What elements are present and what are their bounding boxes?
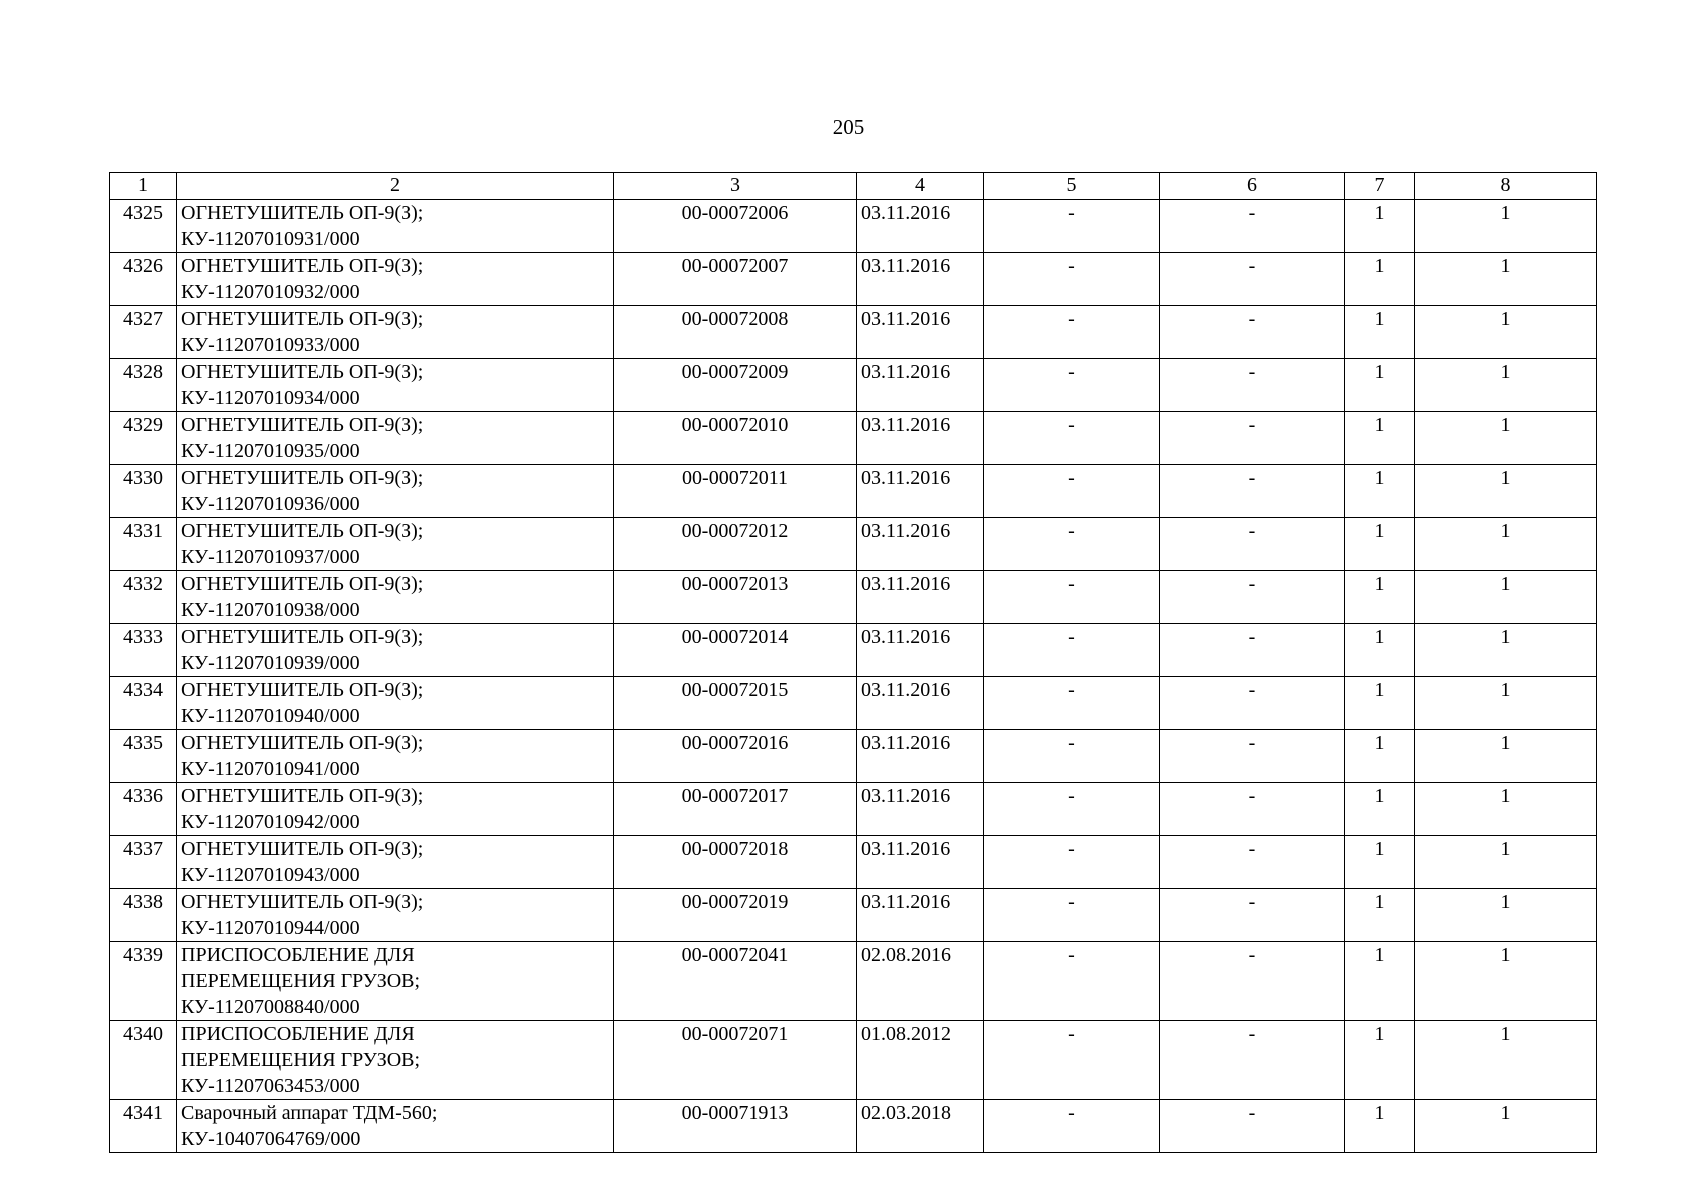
inventory-code-cell: 00-00072019 — [614, 889, 857, 942]
column-6-cell: - — [1160, 465, 1345, 518]
item-name-cell — [177, 783, 614, 836]
item-name-cell — [177, 518, 614, 571]
item-name-cell — [177, 306, 614, 359]
item-name-cell — [177, 730, 614, 783]
column-8-cell: 1 — [1415, 889, 1597, 942]
table-row — [110, 200, 1597, 253]
column-6-cell: - — [1160, 889, 1345, 942]
date-cell: 01.08.2012 — [857, 1021, 984, 1100]
item-name-cell — [177, 1021, 614, 1100]
item-name-line: ПЕРЕМЕЩЕНИЯ ГРУЗОВ; — [181, 1049, 421, 1071]
item-name-line: ОГНЕТУШИТЕЛЬ ОП-9(З); — [181, 202, 424, 224]
column-7-cell: 1 — [1345, 412, 1415, 465]
date-cell: 03.11.2016 — [857, 624, 984, 677]
inventory-code-cell: 00-00072008 — [614, 306, 857, 359]
column-6-cell: - — [1160, 1100, 1345, 1153]
column-header: 2 — [177, 173, 614, 200]
date-cell: 03.11.2016 — [857, 412, 984, 465]
table-row — [110, 465, 1597, 518]
row-number-cell: 4325 — [110, 200, 177, 253]
column-header: 1 — [110, 173, 177, 200]
date-cell: 03.11.2016 — [857, 253, 984, 306]
column-5-cell: - — [984, 465, 1160, 518]
inventory-code-cell: 00-00072006 — [614, 200, 857, 253]
item-name-line: ОГНЕТУШИТЕЛЬ ОП-9(З); — [181, 467, 424, 489]
row-number-cell: 4332 — [110, 571, 177, 624]
inventory-table — [109, 172, 1597, 1153]
column-8-cell: 1 — [1415, 359, 1597, 412]
item-name-cell — [177, 571, 614, 624]
column-7-cell: 1 — [1345, 1100, 1415, 1153]
item-name-line: КУ-11207010936/000 — [181, 493, 360, 515]
column-6-cell: - — [1160, 253, 1345, 306]
column-8-cell: 1 — [1415, 518, 1597, 571]
table-row — [110, 836, 1597, 889]
column-8-cell: 1 — [1415, 200, 1597, 253]
column-7-cell: 1 — [1345, 942, 1415, 1021]
column-7-cell: 1 — [1345, 889, 1415, 942]
item-name-line: КУ-11207010944/000 — [181, 917, 360, 939]
item-name-cell — [177, 624, 614, 677]
item-name-line: КУ-11207063453/000 — [181, 1075, 360, 1097]
date-cell: 03.11.2016 — [857, 677, 984, 730]
column-6-cell: - — [1160, 942, 1345, 1021]
item-name-line: ОГНЕТУШИТЕЛЬ ОП-9(З); — [181, 308, 424, 330]
column-7-cell: 1 — [1345, 1021, 1415, 1100]
inventory-code-cell: 00-00072071 — [614, 1021, 857, 1100]
column-5-cell: - — [984, 677, 1160, 730]
item-name-line: КУ-11207010942/000 — [181, 811, 360, 833]
column-8-cell: 1 — [1415, 306, 1597, 359]
inventory-code-cell: 00-00072013 — [614, 571, 857, 624]
row-number-cell: 4328 — [110, 359, 177, 412]
item-name-cell — [177, 253, 614, 306]
column-6-cell: - — [1160, 730, 1345, 783]
column-6-cell: - — [1160, 359, 1345, 412]
item-name-line: КУ-11207010935/000 — [181, 440, 360, 462]
row-number-cell: 4336 — [110, 783, 177, 836]
table-row — [110, 359, 1597, 412]
date-cell: 03.11.2016 — [857, 836, 984, 889]
column-5-cell: - — [984, 889, 1160, 942]
column-8-cell: 1 — [1415, 253, 1597, 306]
inventory-code-cell: 00-00072012 — [614, 518, 857, 571]
item-name-cell — [177, 465, 614, 518]
column-5-cell: - — [984, 412, 1160, 465]
column-5-cell: - — [984, 306, 1160, 359]
column-6-cell: - — [1160, 783, 1345, 836]
column-8-cell: 1 — [1415, 624, 1597, 677]
column-5-cell: - — [984, 359, 1160, 412]
column-8-cell: 1 — [1415, 412, 1597, 465]
column-5-cell: - — [984, 200, 1160, 253]
column-5-cell: - — [984, 1021, 1160, 1100]
table-row — [110, 571, 1597, 624]
column-7-cell: 1 — [1345, 571, 1415, 624]
column-6-cell: - — [1160, 624, 1345, 677]
item-name-line: ОГНЕТУШИТЕЛЬ ОП-9(З); — [181, 838, 424, 860]
row-number-cell: 4331 — [110, 518, 177, 571]
item-name-line: КУ-11207010933/000 — [181, 334, 360, 356]
inventory-code-cell: 00-00072018 — [614, 836, 857, 889]
item-name-line: КУ-11207010931/000 — [181, 228, 360, 250]
item-name-line: ОГНЕТУШИТЕЛЬ ОП-9(З); — [181, 626, 424, 648]
date-cell: 03.11.2016 — [857, 889, 984, 942]
item-name-line: ОГНЕТУШИТЕЛЬ ОП-9(З); — [181, 361, 424, 383]
header-row — [110, 173, 1597, 200]
column-header: 6 — [1160, 173, 1345, 200]
item-name-cell — [177, 889, 614, 942]
inventory-code-cell: 00-00072017 — [614, 783, 857, 836]
item-name-line: КУ-11207010932/000 — [181, 281, 360, 303]
column-header: 8 — [1415, 173, 1597, 200]
inventory-code-cell: 00-00072015 — [614, 677, 857, 730]
column-7-cell: 1 — [1345, 730, 1415, 783]
column-8-cell: 1 — [1415, 1021, 1597, 1100]
item-name-cell — [177, 200, 614, 253]
item-name-line: ОГНЕТУШИТЕЛЬ ОП-9(З); — [181, 255, 424, 277]
column-5-cell: - — [984, 518, 1160, 571]
item-name-line: ОГНЕТУШИТЕЛЬ ОП-9(З); — [181, 891, 424, 913]
date-cell: 03.11.2016 — [857, 571, 984, 624]
item-name-line: ОГНЕТУШИТЕЛЬ ОП-9(З); — [181, 520, 424, 542]
inventory-code-cell: 00-00071913 — [614, 1100, 857, 1153]
table-row — [110, 624, 1597, 677]
table-row — [110, 942, 1597, 1021]
column-7-cell: 1 — [1345, 253, 1415, 306]
column-8-cell: 1 — [1415, 571, 1597, 624]
inventory-code-cell: 00-00072009 — [614, 359, 857, 412]
item-name-line: ОГНЕТУШИТЕЛЬ ОП-9(З); — [181, 679, 424, 701]
date-cell: 02.08.2016 — [857, 942, 984, 1021]
column-5-cell: - — [984, 783, 1160, 836]
item-name-line: КУ-10407064769/000 — [181, 1128, 361, 1150]
date-cell: 02.03.2018 — [857, 1100, 984, 1153]
column-7-cell: 1 — [1345, 836, 1415, 889]
column-5-cell: - — [984, 253, 1160, 306]
table-row — [110, 412, 1597, 465]
item-name-line: КУ-11207008840/000 — [181, 996, 360, 1018]
column-7-cell: 1 — [1345, 677, 1415, 730]
column-7-cell: 1 — [1345, 624, 1415, 677]
table-row — [110, 889, 1597, 942]
column-8-cell: 1 — [1415, 1100, 1597, 1153]
item-name-line: КУ-11207010941/000 — [181, 758, 360, 780]
inventory-code-cell: 00-00072016 — [614, 730, 857, 783]
column-7-cell: 1 — [1345, 306, 1415, 359]
row-number-cell: 4341 — [110, 1100, 177, 1153]
row-number-cell: 4333 — [110, 624, 177, 677]
column-8-cell: 1 — [1415, 942, 1597, 1021]
item-name-line: КУ-11207010934/000 — [181, 387, 360, 409]
item-name-line: ПРИСПОСОБЛЕНИЕ ДЛЯ — [181, 1023, 415, 1045]
column-5-cell: - — [984, 730, 1160, 783]
item-name-cell — [177, 412, 614, 465]
table-row — [110, 1100, 1597, 1153]
row-number-cell: 4338 — [110, 889, 177, 942]
item-name-line: КУ-11207010940/000 — [181, 705, 360, 727]
inventory-code-cell: 00-00072041 — [614, 942, 857, 1021]
column-6-cell: - — [1160, 571, 1345, 624]
table-row — [110, 306, 1597, 359]
column-header: 4 — [857, 173, 984, 200]
column-8-cell: 1 — [1415, 677, 1597, 730]
column-header: 7 — [1345, 173, 1415, 200]
column-header: 3 — [614, 173, 857, 200]
row-number-cell: 4339 — [110, 942, 177, 1021]
table-body — [110, 200, 1597, 1153]
inventory-code-cell: 00-00072010 — [614, 412, 857, 465]
item-name-cell — [177, 677, 614, 730]
table-row — [110, 253, 1597, 306]
column-7-cell: 1 — [1345, 200, 1415, 253]
item-name-line: ОГНЕТУШИТЕЛЬ ОП-9(З); — [181, 732, 424, 754]
row-number-cell: 4329 — [110, 412, 177, 465]
inventory-code-cell: 00-00072007 — [614, 253, 857, 306]
item-name-line: КУ-11207010937/000 — [181, 546, 360, 568]
inventory-code-cell: 00-00072014 — [614, 624, 857, 677]
item-name-line: ПЕРЕМЕЩЕНИЯ ГРУЗОВ; — [181, 970, 421, 992]
column-8-cell: 1 — [1415, 730, 1597, 783]
inventory-code-cell: 00-00072011 — [614, 465, 857, 518]
column-6-cell: - — [1160, 518, 1345, 571]
table-row — [110, 730, 1597, 783]
item-name-line: КУ-11207010938/000 — [181, 599, 360, 621]
date-cell: 03.11.2016 — [857, 465, 984, 518]
table-row — [110, 518, 1597, 571]
item-name-cell — [177, 836, 614, 889]
page-number: 205 — [832, 115, 865, 139]
column-6-cell: - — [1160, 200, 1345, 253]
column-5-cell: - — [984, 942, 1160, 1021]
date-cell: 03.11.2016 — [857, 518, 984, 571]
column-5-cell: - — [984, 624, 1160, 677]
item-name-line: ОГНЕТУШИТЕЛЬ ОП-9(З); — [181, 785, 424, 807]
item-name-cell — [177, 1100, 614, 1153]
item-name-line: Сварочный аппарат ТДМ-560; — [181, 1102, 438, 1124]
column-7-cell: 1 — [1345, 359, 1415, 412]
column-8-cell: 1 — [1415, 465, 1597, 518]
row-number-cell: 4326 — [110, 253, 177, 306]
column-5-cell: - — [984, 571, 1160, 624]
date-cell: 03.11.2016 — [857, 730, 984, 783]
column-8-cell: 1 — [1415, 836, 1597, 889]
column-5-cell: - — [984, 836, 1160, 889]
column-6-cell: - — [1160, 306, 1345, 359]
item-name-line: КУ-11207010939/000 — [181, 652, 360, 674]
column-5-cell: - — [984, 1100, 1160, 1153]
column-7-cell: 1 — [1345, 783, 1415, 836]
date-cell: 03.11.2016 — [857, 359, 984, 412]
item-name-cell — [177, 359, 614, 412]
row-number-cell: 4334 — [110, 677, 177, 730]
date-cell: 03.11.2016 — [857, 200, 984, 253]
column-6-cell: - — [1160, 836, 1345, 889]
column-6-cell: - — [1160, 677, 1345, 730]
column-6-cell: - — [1160, 1021, 1345, 1100]
column-7-cell: 1 — [1345, 518, 1415, 571]
table-row — [110, 783, 1597, 836]
item-name-line: ОГНЕТУШИТЕЛЬ ОП-9(З); — [181, 573, 424, 595]
item-name-line: ПРИСПОСОБЛЕНИЕ ДЛЯ — [181, 944, 415, 966]
row-number-cell: 4330 — [110, 465, 177, 518]
row-number-cell: 4337 — [110, 836, 177, 889]
row-number-cell: 4335 — [110, 730, 177, 783]
row-number-cell: 4327 — [110, 306, 177, 359]
column-6-cell: - — [1160, 412, 1345, 465]
item-name-line: КУ-11207010943/000 — [181, 864, 360, 886]
column-7-cell: 1 — [1345, 465, 1415, 518]
item-name-line: ОГНЕТУШИТЕЛЬ ОП-9(З); — [181, 414, 424, 436]
item-name-cell — [177, 942, 614, 1021]
table-row — [110, 677, 1597, 730]
date-cell: 03.11.2016 — [857, 306, 984, 359]
row-number-cell: 4340 — [110, 1021, 177, 1100]
table-row — [110, 1021, 1597, 1100]
date-cell: 03.11.2016 — [857, 783, 984, 836]
column-header: 5 — [984, 173, 1160, 200]
column-8-cell: 1 — [1415, 783, 1597, 836]
